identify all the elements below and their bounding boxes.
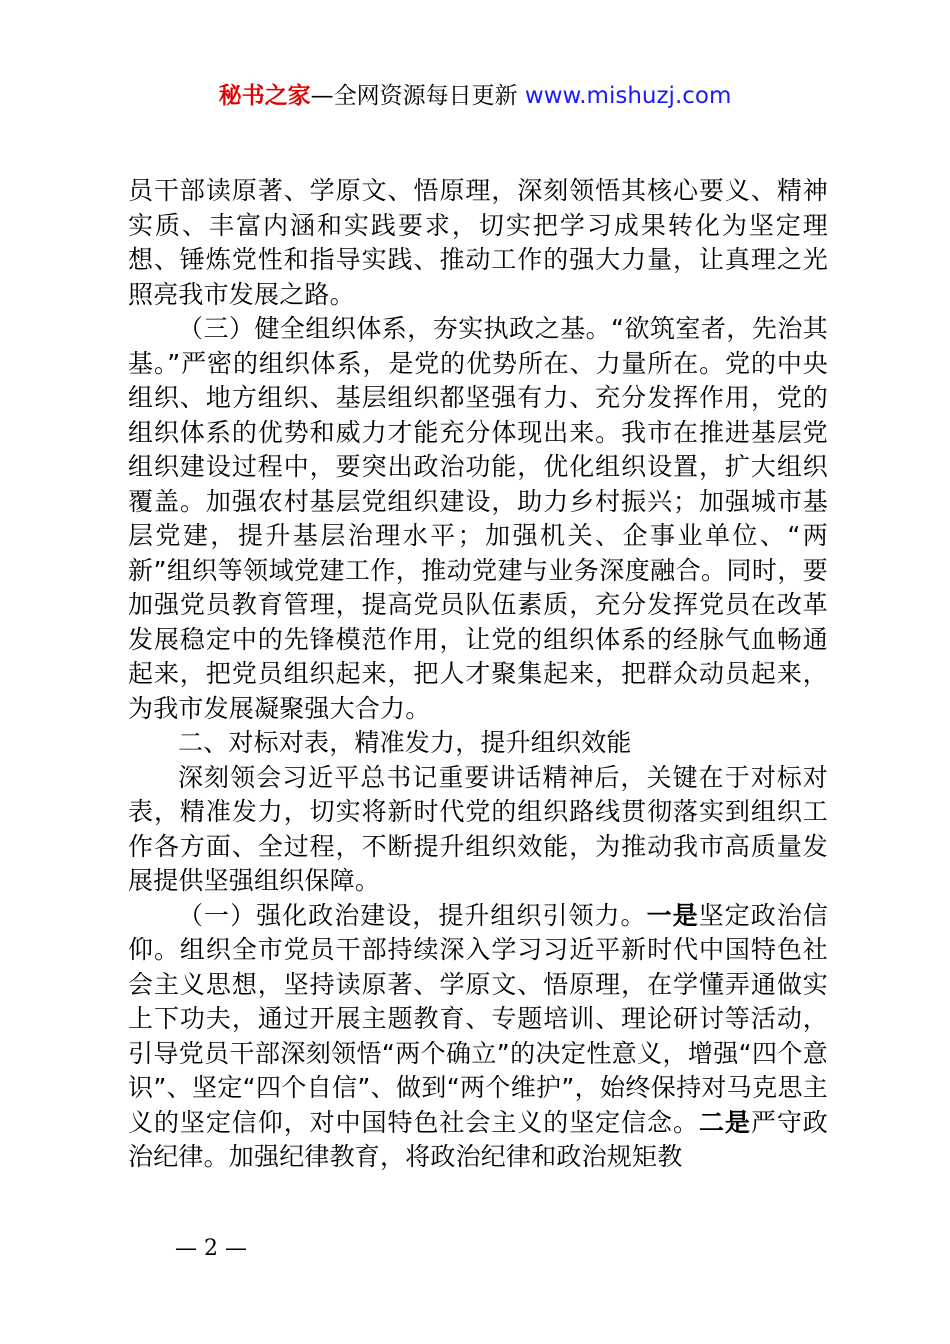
- page-number: — 2 —: [175, 1236, 247, 1261]
- page-header: [0, 80, 950, 112]
- paragraph-political-building: [128, 899, 828, 1175]
- point-two-marker: 二是: [698, 1107, 751, 1137]
- section-heading-two: 二、对标对表，精准发力，提升组织效能: [178, 728, 632, 757]
- paragraph-organization-system: （三）健全组织体系，夯实执政之基。“欲筑室者，先治其基。”严密的组织体系，是党的优势所在、力量所在。党的中央组织、地方组织、基层组织都坚强有力、充分发挥作用，党的组织体系的优势和威力才能充分体现出来。我市在推进基层党组织建设过程中，要突出政治功能，优化组织设置，扩大组织覆盖。加强农村基层党组织建设，助力乡村振兴；加强城市基层党建，提升基层治理水平；加强机关、企事业单位、“两新”组织等领域党建工作，推动党建与业务深度融合。同时，要加强党员教育管理，提高党员队伍素质，充分发挥党员在改革发展稳定中的先锋模范作用，让党的组织体系的经脉气血畅通起来，把党员组织起来，把人才聚集起来，把群众动员起来，为我市发展凝聚强大合力。: [128, 314, 828, 723]
- point-one-marker: 一是: [646, 900, 699, 930]
- paragraph-continuation: 员干部读原著、学原文、悟原理，深刻领悟其核心要义、精神实质、丰富内涵和实践要求，切实把学习成果转化为坚定理想、锤炼党性和指导实践、推动工作的强大力量，让真理之光照亮我市发展之路。: [128, 176, 828, 309]
- paragraph-section-intro: 深刻领会习近平总书记重要讲话精神后，关键在于对标对表，精准发力，切实将新时代党的组织路线贯彻落实到组织工作各方面、全过程，不断提升组织效能，为推动我市高质量发展提供坚强组织保障。: [128, 762, 828, 895]
- point-two-text: 严守政治纪律。加强纪律教育，将政治纪律和政治规矩教: [128, 1107, 828, 1171]
- header-slogan: —全网资源每日更新: [310, 83, 518, 109]
- subheading-political-building: （一）强化政治建设，提升组织引领力。: [178, 900, 647, 930]
- brand-name: 秘书之家: [218, 83, 311, 109]
- document-body: [128, 174, 828, 1175]
- point-one-text: 坚定政治信仰。组织全市党员干部持续深入学习习近平新时代中国特色社会主义思想，坚持读原著、学原文、悟原理，在学懂弄通做实上下功夫，通过开展主题教育、专题培训、理论研讨等活动，引导党员干部深刻领悟“两个确立”的决定性意义，增强“四个意识”、坚定“四个自信”、做到“两个维护”，始终保持对马克思主义的坚定信仰，对中国特色社会主义的坚定信念。: [128, 900, 829, 1137]
- website-link[interactable]: www.mishuzj.com: [524, 83, 732, 109]
